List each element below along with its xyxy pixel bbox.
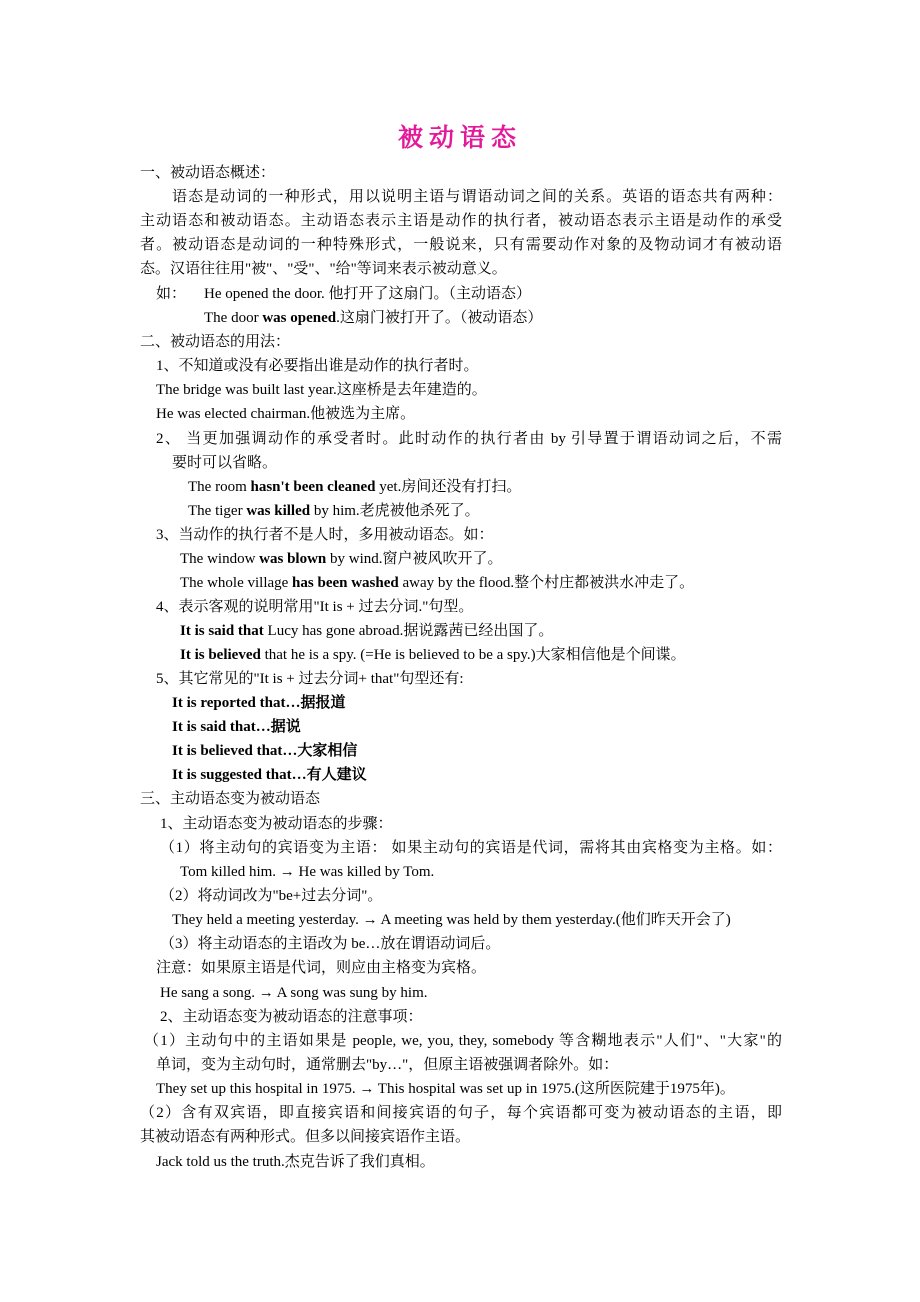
list-item xyxy=(156,668,464,690)
text-segment: 注意：如果原主语是代词，则应由主格变为宾格。 xyxy=(156,960,487,976)
bold-segment: was opened xyxy=(262,310,337,326)
text-segment: He opened the door. 他打开了这扇门。（主动语态） xyxy=(204,286,532,302)
bold-segment: It is believed that…大家相信 xyxy=(172,743,358,759)
example-line xyxy=(180,572,694,594)
text-segment: Jack told us the truth.杰克告诉了我们真相。 xyxy=(156,1154,435,1170)
text-segment: 要时可以省略。 xyxy=(172,455,278,471)
text-segment: The window xyxy=(180,551,260,567)
example-line xyxy=(188,500,480,522)
list-item xyxy=(156,524,494,546)
example-line xyxy=(188,476,521,498)
list-item xyxy=(156,428,782,450)
text-segment: 1、不知道或没有必要指出谁是动作的执行者时。 xyxy=(156,358,479,374)
example-line xyxy=(156,1078,735,1100)
list-item xyxy=(156,596,473,618)
text-segment: 其被动语态有两种形式。但多以间接宾语作主语。 xyxy=(140,1129,471,1145)
bold-segment: was blown xyxy=(259,551,327,567)
bold-segment: It is reported that…据报道 xyxy=(172,695,346,711)
paragraph-line xyxy=(172,186,782,208)
text-segment: 3、当动作的执行者不是人时，多用被动语态。如： xyxy=(156,527,494,543)
text-segment: 态。汉语往往用"被"、"受"、"给"等词来表示被动意义。 xyxy=(140,261,507,277)
text-segment: （2）含有双宾语，即直接宾语和间接宾语的句子，每个宾语都可变为被动语态的主语，即 xyxy=(140,1105,782,1121)
example-line xyxy=(172,909,731,931)
text-segment: 三、主动语态变为被动语态 xyxy=(140,791,321,807)
example-label xyxy=(156,283,186,305)
note-line xyxy=(140,1102,782,1124)
text-segment: He was elected chairman.他被选为主席。 xyxy=(156,406,416,422)
bold-segment: It is said that xyxy=(180,623,264,639)
text-segment: 者。被动语态是动词的一种特殊形式，一般说来，只有需要动作对象的及物动词才有被动语 xyxy=(140,237,782,253)
text-segment: They set up this hospital in 1975. → This hospital was set up in 1975.(这所医院建于1975年)。 xyxy=(156,1081,735,1097)
step-line xyxy=(160,885,382,907)
pattern-line xyxy=(172,692,345,714)
paragraph-line xyxy=(140,234,782,256)
text-segment: that he is a spy. (=He is believed to be a spy.)大家相信他是个间谍。 xyxy=(260,647,686,663)
list-item-continuation xyxy=(172,452,277,474)
text-segment: by wind.窗户被风吹开了。 xyxy=(326,551,503,567)
text-segment: He sang a song. → A song was sung by him. xyxy=(160,985,428,1001)
example-line xyxy=(204,283,531,305)
note-line-continuation xyxy=(140,1126,470,1148)
text-segment: The bridge was built last year.这座桥是去年建造的。 xyxy=(156,382,487,398)
list-item xyxy=(160,813,393,835)
paragraph-line xyxy=(140,258,507,280)
example-line xyxy=(180,620,553,642)
example-line xyxy=(156,403,415,425)
example-line xyxy=(204,307,542,329)
text-segment: 语态是动词的一种形式，用以说明主语与谓语动词之间的关系。英语的语态共有两种： xyxy=(172,189,782,205)
text-segment: Lucy has gone abroad.据说露茜已经出国了。 xyxy=(263,623,554,639)
pattern-line xyxy=(172,764,367,786)
text-segment: （1）将主动句的宾语变为主语： 如果主动句的宾语是代词，需将其由宾格变为主格。如： xyxy=(160,840,782,856)
list-item xyxy=(156,355,479,377)
text-segment: 2、 当更加强调动作的承受者时。此时动作的执行者由 by 引导置于谓语动词之后，不需 xyxy=(156,431,782,447)
text-segment: 如： xyxy=(156,286,187,302)
text-segment: 1、主动语态变为被动语态的步骤： xyxy=(160,816,393,832)
example-line xyxy=(180,861,434,883)
bold-segment: It is said that…据说 xyxy=(172,719,301,735)
example-line xyxy=(160,982,428,1004)
text-segment: The tiger xyxy=(188,503,247,519)
text-segment: The room xyxy=(188,479,251,495)
text-segment: 二、被动语态的用法： xyxy=(140,334,291,350)
pattern-line xyxy=(172,740,357,762)
text-segment: The whole village xyxy=(180,575,293,591)
example-line xyxy=(156,1151,435,1173)
text-segment: （3）将主动语态的主语改为 be…放在谓语动词后。 xyxy=(160,936,501,952)
note-line xyxy=(156,957,486,979)
text-segment: 一、被动语态概述： xyxy=(140,165,276,181)
text-segment: （2）将动词改为"be+过去分词"。 xyxy=(160,888,383,904)
note-line xyxy=(144,1030,782,1052)
section-heading-3 xyxy=(140,788,320,810)
example-line xyxy=(180,548,503,570)
text-segment: away by the flood.整个村庄都被洪水冲走了。 xyxy=(398,575,695,591)
text-segment: （1）主动句中的主语如果是 people, we, you, they, somebody 等含糊地表示"人们"、"大家"的 xyxy=(144,1033,782,1049)
text-segment: by him.老虎被他杀死了。 xyxy=(310,503,480,519)
text-segment: 5、其它常见的"It is + 过去分词+ that"句型还有: xyxy=(156,671,464,687)
text-segment: .这扇门被打开了。（被动语态） xyxy=(336,310,543,326)
text-segment: They held a meeting yesterday. → A meeting was held by them yesterday.(他们昨天开会了) xyxy=(172,912,731,928)
pattern-line xyxy=(172,716,301,738)
page-title: 被动语态 xyxy=(397,123,522,152)
bold-segment: has been washed xyxy=(292,575,399,591)
text-segment: 2、主动语态变为被动语态的注意事项： xyxy=(160,1009,423,1025)
text-segment: 4、表示客观的说明常用"It is + 过去分词."句型。 xyxy=(156,599,474,615)
list-item xyxy=(160,1006,423,1028)
bold-segment: It is believed xyxy=(180,647,261,663)
bold-segment: hasn't been cleaned xyxy=(250,479,376,495)
step-line xyxy=(160,933,500,955)
bold-segment: It is suggested that…有人建议 xyxy=(172,767,367,783)
note-line-continuation xyxy=(156,1054,618,1076)
paragraph-line xyxy=(140,210,782,232)
text-segment: 主动语态和被动语态。主动语态表示主语是动作的执行者，被动语态表示主语是动作的承受 xyxy=(140,213,782,229)
section-heading-2 xyxy=(140,331,290,353)
text-segment: The door xyxy=(204,310,263,326)
step-line xyxy=(160,837,782,859)
text-segment: 单词，变为主动句时，通常删去"by…"，但原主语被强调者除外。如： xyxy=(156,1057,619,1073)
example-line xyxy=(156,379,487,401)
section-heading-1 xyxy=(140,162,275,184)
bold-segment: was killed xyxy=(246,503,311,519)
text-segment: Tom killed him. → He was killed by Tom. xyxy=(180,864,435,880)
text-segment: yet.房间还没有打扫。 xyxy=(375,479,522,495)
example-line xyxy=(180,644,686,666)
